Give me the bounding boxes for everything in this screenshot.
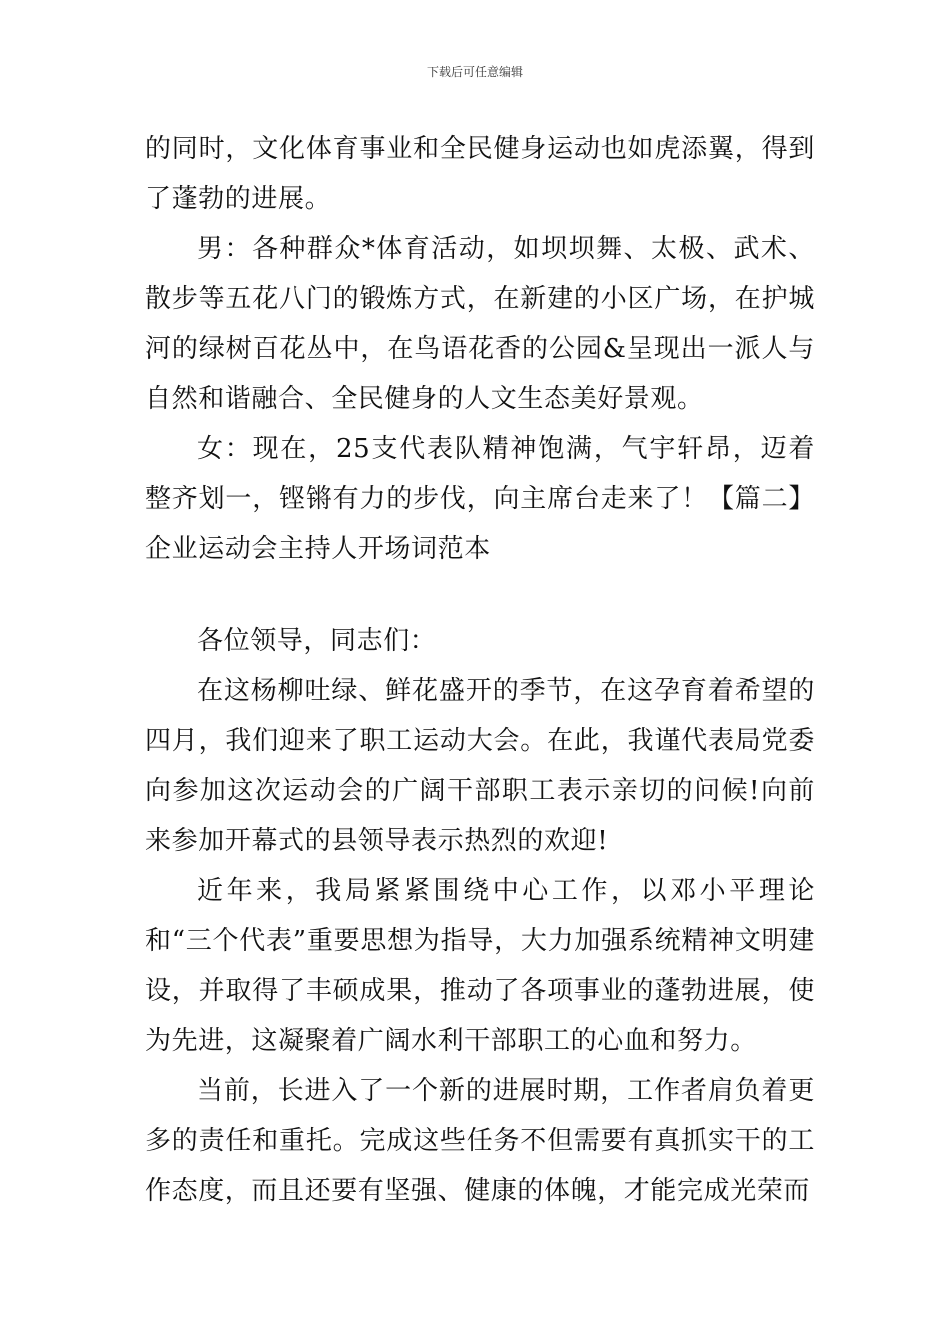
document-body <box>145 124 815 1216</box>
page-header: 下载后可任意编辑 <box>426 65 523 79</box>
paragraph-continuation: 的同时，文化体育事业和全民健身运动也如虎添翼，得到了蓬勃的进展。 <box>145 134 815 214</box>
paragraph-achievements: 近年来，我局紧紧围绕中心工作，以邓小平理论和“三个代表”重要思想为指导，大力加强系统精神文明建设，并取得了丰硕成果，推动了各项事业的蓬勃进展，使为先进，这凝聚着广阔水利干部职工的心血和努力。 <box>145 876 815 1056</box>
paragraph-male-host: 男：各种群众*体育活动，如坝坝舞、太极、武术、散步等五花八门的锻炼方式，在新建的小区广场，在护城河的绿树百花丛中，在鸟语花香的公园&呈现出一派人与自然和谐融合、全民健身的人文生态美好景观。 <box>145 234 815 414</box>
paragraph-current-period: 当前，长进入了一个新的进展时期，工作者肩负着更多的责任和重托。完成这些任务不但需要有真抓实干的工作态度，而且还要有坚强、健康的体魄，才能完成光荣而 <box>145 1076 815 1206</box>
paragraph-female-host: 女：现在，25支代表队精神饱满，气宇轩昂，迈着整齐划一，铿锵有力的步伐，向主席台走来了！【篇二】企业运动会主持人开场词范本 <box>145 434 815 564</box>
section-gap <box>145 574 815 616</box>
paragraph-welcome: 在这杨柳吐绿、鲜花盛开的季节，在这孕育着希望的四月，我们迎来了职工运动大会。在此，我谨代表局党委向参加这次运动会的广阔干部职工表示亲切的问候!向前来参加开幕式的县领导表示热烈的欢迎! <box>145 676 815 856</box>
paragraph-greeting: 各位领导，同志们： <box>197 626 437 656</box>
